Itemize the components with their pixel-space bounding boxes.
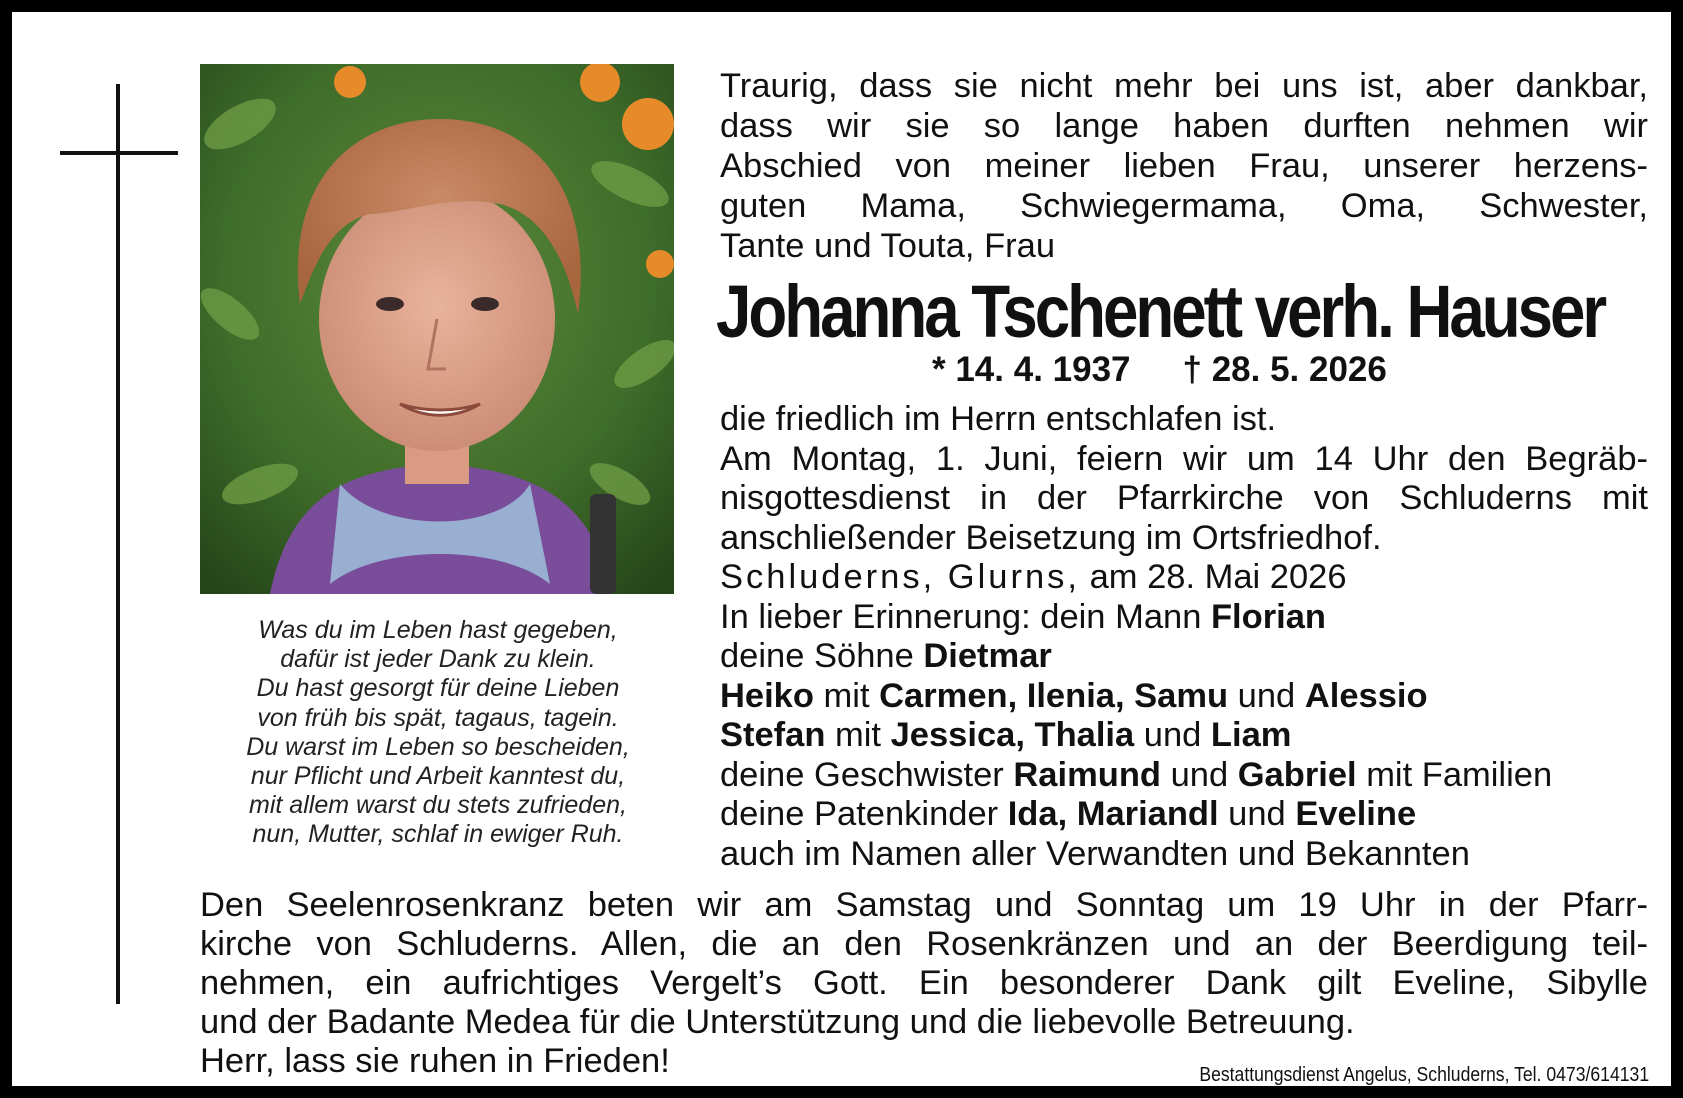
mourner-name: Alessio <box>1304 676 1428 715</box>
intro-line: Abschied von meiner lieben Frau, unserer herzens- <box>720 147 1648 185</box>
body-line: auch im Namen aller Verwandten und Bekannten <box>720 834 1470 873</box>
connector: und <box>1228 676 1305 715</box>
mourner-line <box>720 756 1648 796</box>
funeral-service-credit: Bestattungsdienst Angelus, Schluderns, Tel. 0473/614131 <box>1199 1064 1649 1086</box>
mourner-name: Jessica, Thalia <box>890 716 1135 754</box>
poem-line: von früh bis spät, tagaus, tagein. <box>257 703 619 732</box>
closing-line: nehmen, ein aufrichtiges Vergelt’s Gott. Ein besonderer Dank gilt Eveline, Sibylle <box>200 964 1648 1002</box>
mourner-name: Stefan <box>720 716 826 754</box>
obituary-notice <box>12 12 1671 1086</box>
connector: und <box>1160 755 1238 794</box>
portrait-image <box>200 64 674 594</box>
mourner-name: Florian <box>1210 597 1326 636</box>
poem-line: Was du im Leben hast gegeben, <box>258 616 618 644</box>
poem <box>188 616 688 850</box>
mourner-name: Gabriel <box>1237 755 1357 794</box>
portrait-photo <box>200 64 674 594</box>
mourner-label: deine Patenkinder <box>720 795 1008 833</box>
closing-line: kirche von Schluderns. Allen, die an den Rosenkränzen und an der Beerdigung teil- <box>200 925 1648 963</box>
poem-line: Du hast gesorgt für deine Lieben <box>256 674 620 703</box>
closing-line: und der Badante Medea für die Unterstützung und die liebevolle Betreuung. <box>200 1003 1355 1041</box>
body-line: Am Montag, 1. Juni, feiern wir um 14 Uhr den Begräb- <box>720 439 1648 478</box>
connector: und <box>1134 716 1211 754</box>
death-date: † 28. 5. 2026 <box>1182 350 1387 389</box>
body-line: die friedlich im Herrn entschlafen ist. <box>720 400 1277 438</box>
place-names: Schluderns, Glurns, <box>720 558 1080 596</box>
closing-line: Herr, lass sie ruhen in Frieden! <box>200 1042 670 1080</box>
mourner-name: Liam <box>1210 716 1292 754</box>
notice-date: am 28. Mai 2026 <box>1079 558 1347 596</box>
connector: mit <box>813 676 880 715</box>
birth-date: * 14. 4. 1937 <box>932 350 1131 389</box>
body-text <box>720 400 1648 874</box>
connector: mit Familien <box>1356 755 1553 794</box>
intro-line: guten Mama, Schwiegermama, Oma, Schwester, <box>720 187 1648 225</box>
poem-line: nur Pflicht und Arbeit kanntest du, <box>250 762 626 791</box>
intro-line: dass wir sie so lange haben durften nehmen wir <box>720 107 1648 145</box>
mourner-label: deine Geschwister <box>720 755 1014 794</box>
mourner-label: deine Söhne <box>720 637 924 675</box>
deceased-name: Johanna Tschenett verh. Hauser <box>716 270 1605 353</box>
body-line: anschließender Beisetzung im Ortsfriedhof. <box>720 518 1382 557</box>
mourner-line <box>720 677 1648 717</box>
cross-icon-horizontal <box>60 151 178 155</box>
mourner-label: In lieber Erinnerung: dein Mann <box>720 597 1211 636</box>
body-line: nisgottesdienst in der Pfarrkirche von Schluderns mit <box>720 479 1648 517</box>
intro-line: Traurig, dass sie nicht mehr bei uns ist, aber dankbar, <box>720 67 1648 105</box>
intro-line: Tante und Touta, Frau <box>720 227 1056 265</box>
mourner-line <box>720 637 1648 677</box>
mourner-name: Eveline <box>1295 795 1417 833</box>
mourner-name: Dietmar <box>923 637 1052 675</box>
closing-line: Den Seelenrosenkranz beten wir am Samstag und Sonntag um 19 Uhr in der Pfarr- <box>200 886 1648 924</box>
poem-line: mit allem warst du stets zufrieden, <box>249 791 627 820</box>
mourner-name: Ida, Mariandl <box>1007 795 1219 833</box>
connector: und <box>1218 795 1296 833</box>
mourner-line <box>720 716 1648 756</box>
poem-line: nun, Mutter, schlaf in ewiger Ruh. <box>252 820 624 849</box>
place-date-line <box>720 558 1648 598</box>
poem-line: dafür ist jeder Dank zu klein. <box>280 645 596 674</box>
mourner-line <box>720 795 1648 835</box>
mourner-line <box>720 598 1648 638</box>
mourner-name: Heiko <box>720 676 814 715</box>
cross-icon-vertical <box>116 84 120 1004</box>
mourner-name: Carmen, Ilenia, Samu <box>879 676 1229 715</box>
closing-text <box>200 886 1648 1081</box>
connector: mit <box>825 716 891 754</box>
intro-text <box>720 66 1648 266</box>
poem-line: Du warst im Leben so bescheiden, <box>246 732 630 761</box>
life-dates <box>932 348 1552 392</box>
mourner-name: Raimund <box>1013 755 1161 794</box>
